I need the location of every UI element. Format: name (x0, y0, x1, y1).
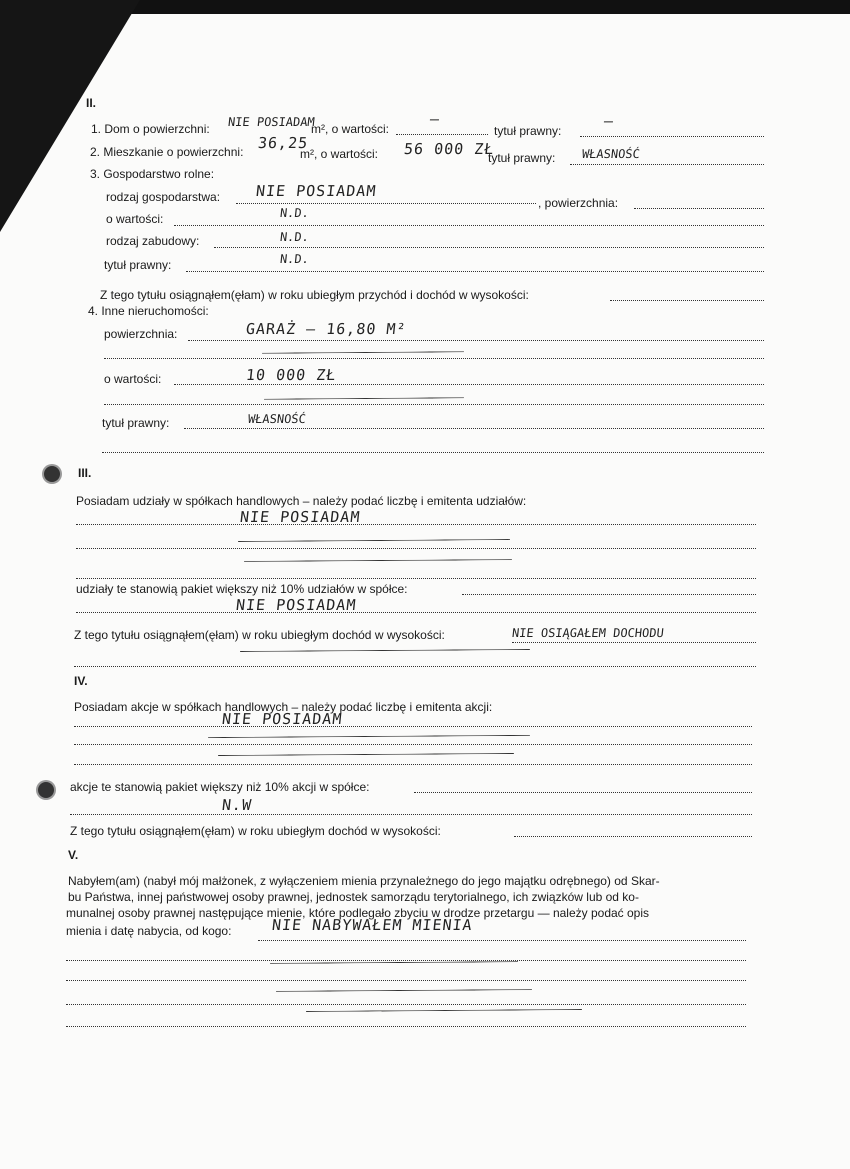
dotted-line (462, 594, 756, 595)
dotted-line (76, 578, 756, 579)
farm-value-label: o wartości: (106, 212, 164, 226)
other-area-handwriting: GARAŻ – 16,80 M² (245, 320, 408, 338)
dotted-line (514, 836, 752, 837)
dotted-line (66, 1004, 746, 1005)
handwritten-strike-line (262, 351, 464, 353)
section-number: V. (68, 848, 79, 862)
acquired-handwriting: NIE NABYWAŁEM MIENIA (271, 916, 474, 934)
dotted-line (214, 247, 764, 248)
dotted-line (236, 203, 536, 204)
shares-pack-label: udziały te stanowią pakiet większy niż 10% udziałów w spółce: (76, 582, 408, 596)
acquired-text-line: munalnej osoby prawnej następujące mienie, które podlegało zbyciu w drodze przetargu — należy podać opis (66, 906, 650, 920)
other-property-label: 4. Inne nieruchomości: (88, 304, 209, 318)
dotted-line (570, 164, 764, 165)
dotted-line (188, 340, 764, 341)
acquired-text-line: bu Państwa, innej państwowej osoby prawnej, jednostek samorządu terytorialnego, ich związków lub od ko- (68, 890, 639, 904)
dotted-line (102, 452, 764, 453)
apartment-unit-label: m², o wartości: (300, 147, 379, 161)
apartment-area-handwriting: 36,25 (257, 134, 310, 152)
house-title-label: tytuł prawny: (494, 124, 562, 138)
other-title-label: tytuł prawny: (102, 416, 170, 430)
apartment-value-handwriting: 56 000 ZŁ (403, 140, 496, 158)
farm-area-label: , powierzchnia: (538, 196, 619, 210)
farm-type-label: rodzaj gospodarstwa: (106, 190, 221, 204)
dotted-line (184, 428, 764, 429)
shares-handwriting: NIE POSIADAM (239, 508, 362, 526)
dotted-line (174, 384, 764, 385)
dotted-line (76, 612, 756, 613)
dotted-line (66, 960, 746, 961)
shares-pack-handwriting: NIE POSIADAM (235, 596, 358, 614)
dotted-line (104, 404, 764, 405)
stock-handwriting: NIE POSIADAM (221, 710, 344, 728)
apartment-title-label: tytuł prawny: (488, 151, 556, 165)
dotted-line (76, 548, 756, 549)
house-unit-label: m², o wartości: (311, 122, 390, 136)
dotted-line (512, 642, 756, 643)
shares-income-handwriting: NIE OSIĄGAŁEM DOCHODU (511, 626, 665, 640)
dotted-line (610, 300, 764, 301)
other-value-handwriting: 10 000 ZŁ (245, 366, 338, 384)
dotted-line (74, 764, 752, 765)
house-title-handwriting: — (603, 112, 615, 130)
farm-type-handwriting: NIE POSIADAM (255, 182, 378, 200)
dotted-line (186, 271, 764, 272)
farm-building-label: rodzaj zabudowy: (106, 234, 200, 248)
dotted-line (74, 666, 756, 667)
acquired-text-line: Nabyłem(am) (nabył mój małżonek, z wyłączeniem mienia przynależnego do jego majątku odrębnego) od Skar- (68, 874, 660, 888)
apartment-label: 2. Mieszkanie o powierzchni: (90, 145, 244, 159)
farm-title-label: tytuł prawny: (104, 258, 172, 272)
handwritten-strike-line (240, 649, 530, 652)
handwritten-strike-line (238, 539, 510, 542)
farm-income-label: Z tego tytułu osiągnąłem(ęłam) w roku ubiegłym przychód i dochód w wysokości: (100, 288, 529, 302)
handwritten-strike-line (264, 397, 464, 399)
dotted-line (104, 358, 764, 359)
handwritten-strike-line (218, 753, 514, 756)
farm-label: 3. Gospodarstwo rolne: (90, 167, 215, 181)
shares-income-label: Z tego tytułu osiągnąłem(ęłam) w roku ubiegłym dochód w wysokości: (74, 628, 445, 642)
dotted-line (634, 208, 764, 209)
scan-corner-shadow (0, 0, 140, 240)
dotted-line (580, 136, 764, 137)
dotted-line (396, 134, 488, 135)
other-value-label: o wartości: (104, 372, 162, 386)
handwritten-strike-line (276, 989, 532, 992)
punch-hole-icon (44, 466, 60, 482)
other-area-label: powierzchnia: (104, 327, 178, 341)
section-number: IV. (74, 674, 88, 688)
house-value-handwriting: — (429, 110, 441, 128)
dotted-line (66, 980, 746, 981)
farm-title-handwriting: N.D. (279, 252, 310, 266)
punch-hole-icon (38, 782, 54, 798)
acquired-text-line: mienia i datę nabycia, od kogo: (66, 924, 232, 938)
house-label: 1. Dom o powierzchni: (91, 122, 210, 136)
handwritten-strike-line (270, 961, 518, 964)
dotted-line (74, 744, 752, 745)
dotted-line (414, 792, 752, 793)
farm-building-handwriting: N.D. (279, 230, 310, 244)
handwritten-strike-line (208, 735, 530, 738)
dotted-line (66, 1026, 746, 1027)
dotted-line (74, 726, 752, 727)
section-number: III. (78, 466, 92, 480)
dotted-line (258, 940, 746, 941)
handwritten-strike-line (306, 1009, 582, 1012)
dotted-line (76, 524, 756, 525)
stock-label: Posiadam akcje w spółkach handlowych – należy podać liczbę i emitenta akcji: (74, 700, 493, 714)
house-area-handwriting: NIE POSIADAM (227, 115, 316, 129)
apartment-title-handwriting: WŁASNOŚĆ (581, 147, 641, 161)
other-title-handwriting: WŁASNOŚĆ (247, 412, 307, 426)
stock-income-label: Z tego tytułu osiągnąłem(ęłam) w roku ubiegłym dochód w wysokości: (70, 824, 441, 838)
stock-pack-label: akcje te stanowią pakiet większy niż 10% akcji w spółce: (70, 780, 370, 794)
dotted-line (70, 814, 752, 815)
farm-value-handwriting: N.D. (279, 206, 310, 220)
shares-label: Posiadam udziały w spółkach handlowych – należy podać liczbę i emitenta udziałów: (76, 494, 527, 508)
stock-pack-handwriting: N.W (221, 796, 254, 814)
section-number: II. (86, 96, 97, 110)
handwritten-strike-line (244, 559, 512, 562)
dotted-line (174, 225, 764, 226)
